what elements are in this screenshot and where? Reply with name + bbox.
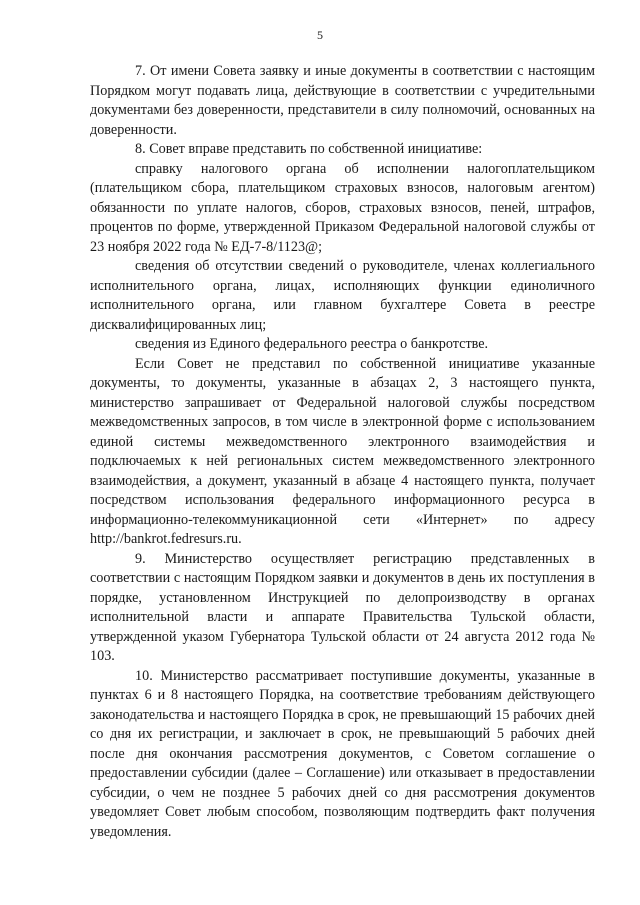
paragraph-item-10: 10. Министерство рассматривает поступившие документы, указанные в пунктах 6 и 8 настоящего Порядка, на соответствие требованиям действующего законодательства и настоящего Порядка в срок, не превышающий 15 рабочих дней со дня их регистрации, и заключает в срок, не превышающий 5 рабочих дней после дня окончания рассмотрения документов, с Советом соглашение о предоставлении субсидии (далее – Соглашение) или отказывает в предоставлении субсидии, о чем не позднее 5 рабочих дней со дня рассмотрения документов уведомляет Совет любым способом, позволяющим подтвердить факт получения уведомления. <box>90 667 595 840</box>
paragraph-item-9: 9. Министерство осуществляет регистрацию представленных в соответствии с настоящим Порядком заявки и документов в день их поступления в порядке, установленном Инструкцией по делопроизводству в органах исполнительной власти и аппарате Правительства Тульской области, утвержденной указом Губернатора Тульской области от 24 августа 2012 года № 103. <box>90 550 595 664</box>
paragraph-disqualified-registry: сведения об отсутствии сведений о руководителе, членах коллегиального исполнительного органа, лицах, исполняющих функции единоличного исполнительного органа, или главном бухгалтере Совета в реестре дисквалифицированных лиц; <box>90 258 595 333</box>
paragraph-bankruptcy-registry: сведения из Единого федерального реестра о банкротстве. <box>135 336 489 352</box>
paragraph-interagency-requests: Если Совет не представил по собственной инициативе указанные документы, то документы, указанные в абзацах 2, 3 настоящего пункта, министерство запрашивает от Федеральной налоговой службы посредством межведомственных запросов, в том числе в электронной форме с использованием единой системы межведомственного электронного взаимодействия и подключаемых к ней региональных систем межведомственного электронного взаимодействия, а документ, указанный в абзаце 4 настоящего пункта, получает посредством использования федерального информационного ресурса в информационно-телекоммуникационной сети «Интернет» по адресу http://bankrot.fedresurs.ru. <box>90 355 595 547</box>
document-body <box>90 62 595 842</box>
page-number: 5 <box>317 28 323 42</box>
paragraph-tax-certificate: справку налогового органа об исполнении налогоплательщиком (плательщиком сбора, плательщиком страховых взносов, налоговым агентом) обязанности по уплате налогов, сборов, страховых взносов, пеней, штрафов, процентов по форме, утвержденной Приказом Федеральной налоговой службы от 23 ноября 2022 года № ЕД-7-8/1123@; <box>90 160 595 255</box>
paragraph-item-8: 8. Совет вправе представить по собственной инициативе: <box>135 141 483 157</box>
paragraph-item-7: 7. От имени Совета заявку и иные документы в соответствии с настоящим Порядком могут подавать лица, действующие в соответствии с учредительными документами без доверенности, представители в силу полномочий, основанных на доверенности. <box>90 63 595 138</box>
